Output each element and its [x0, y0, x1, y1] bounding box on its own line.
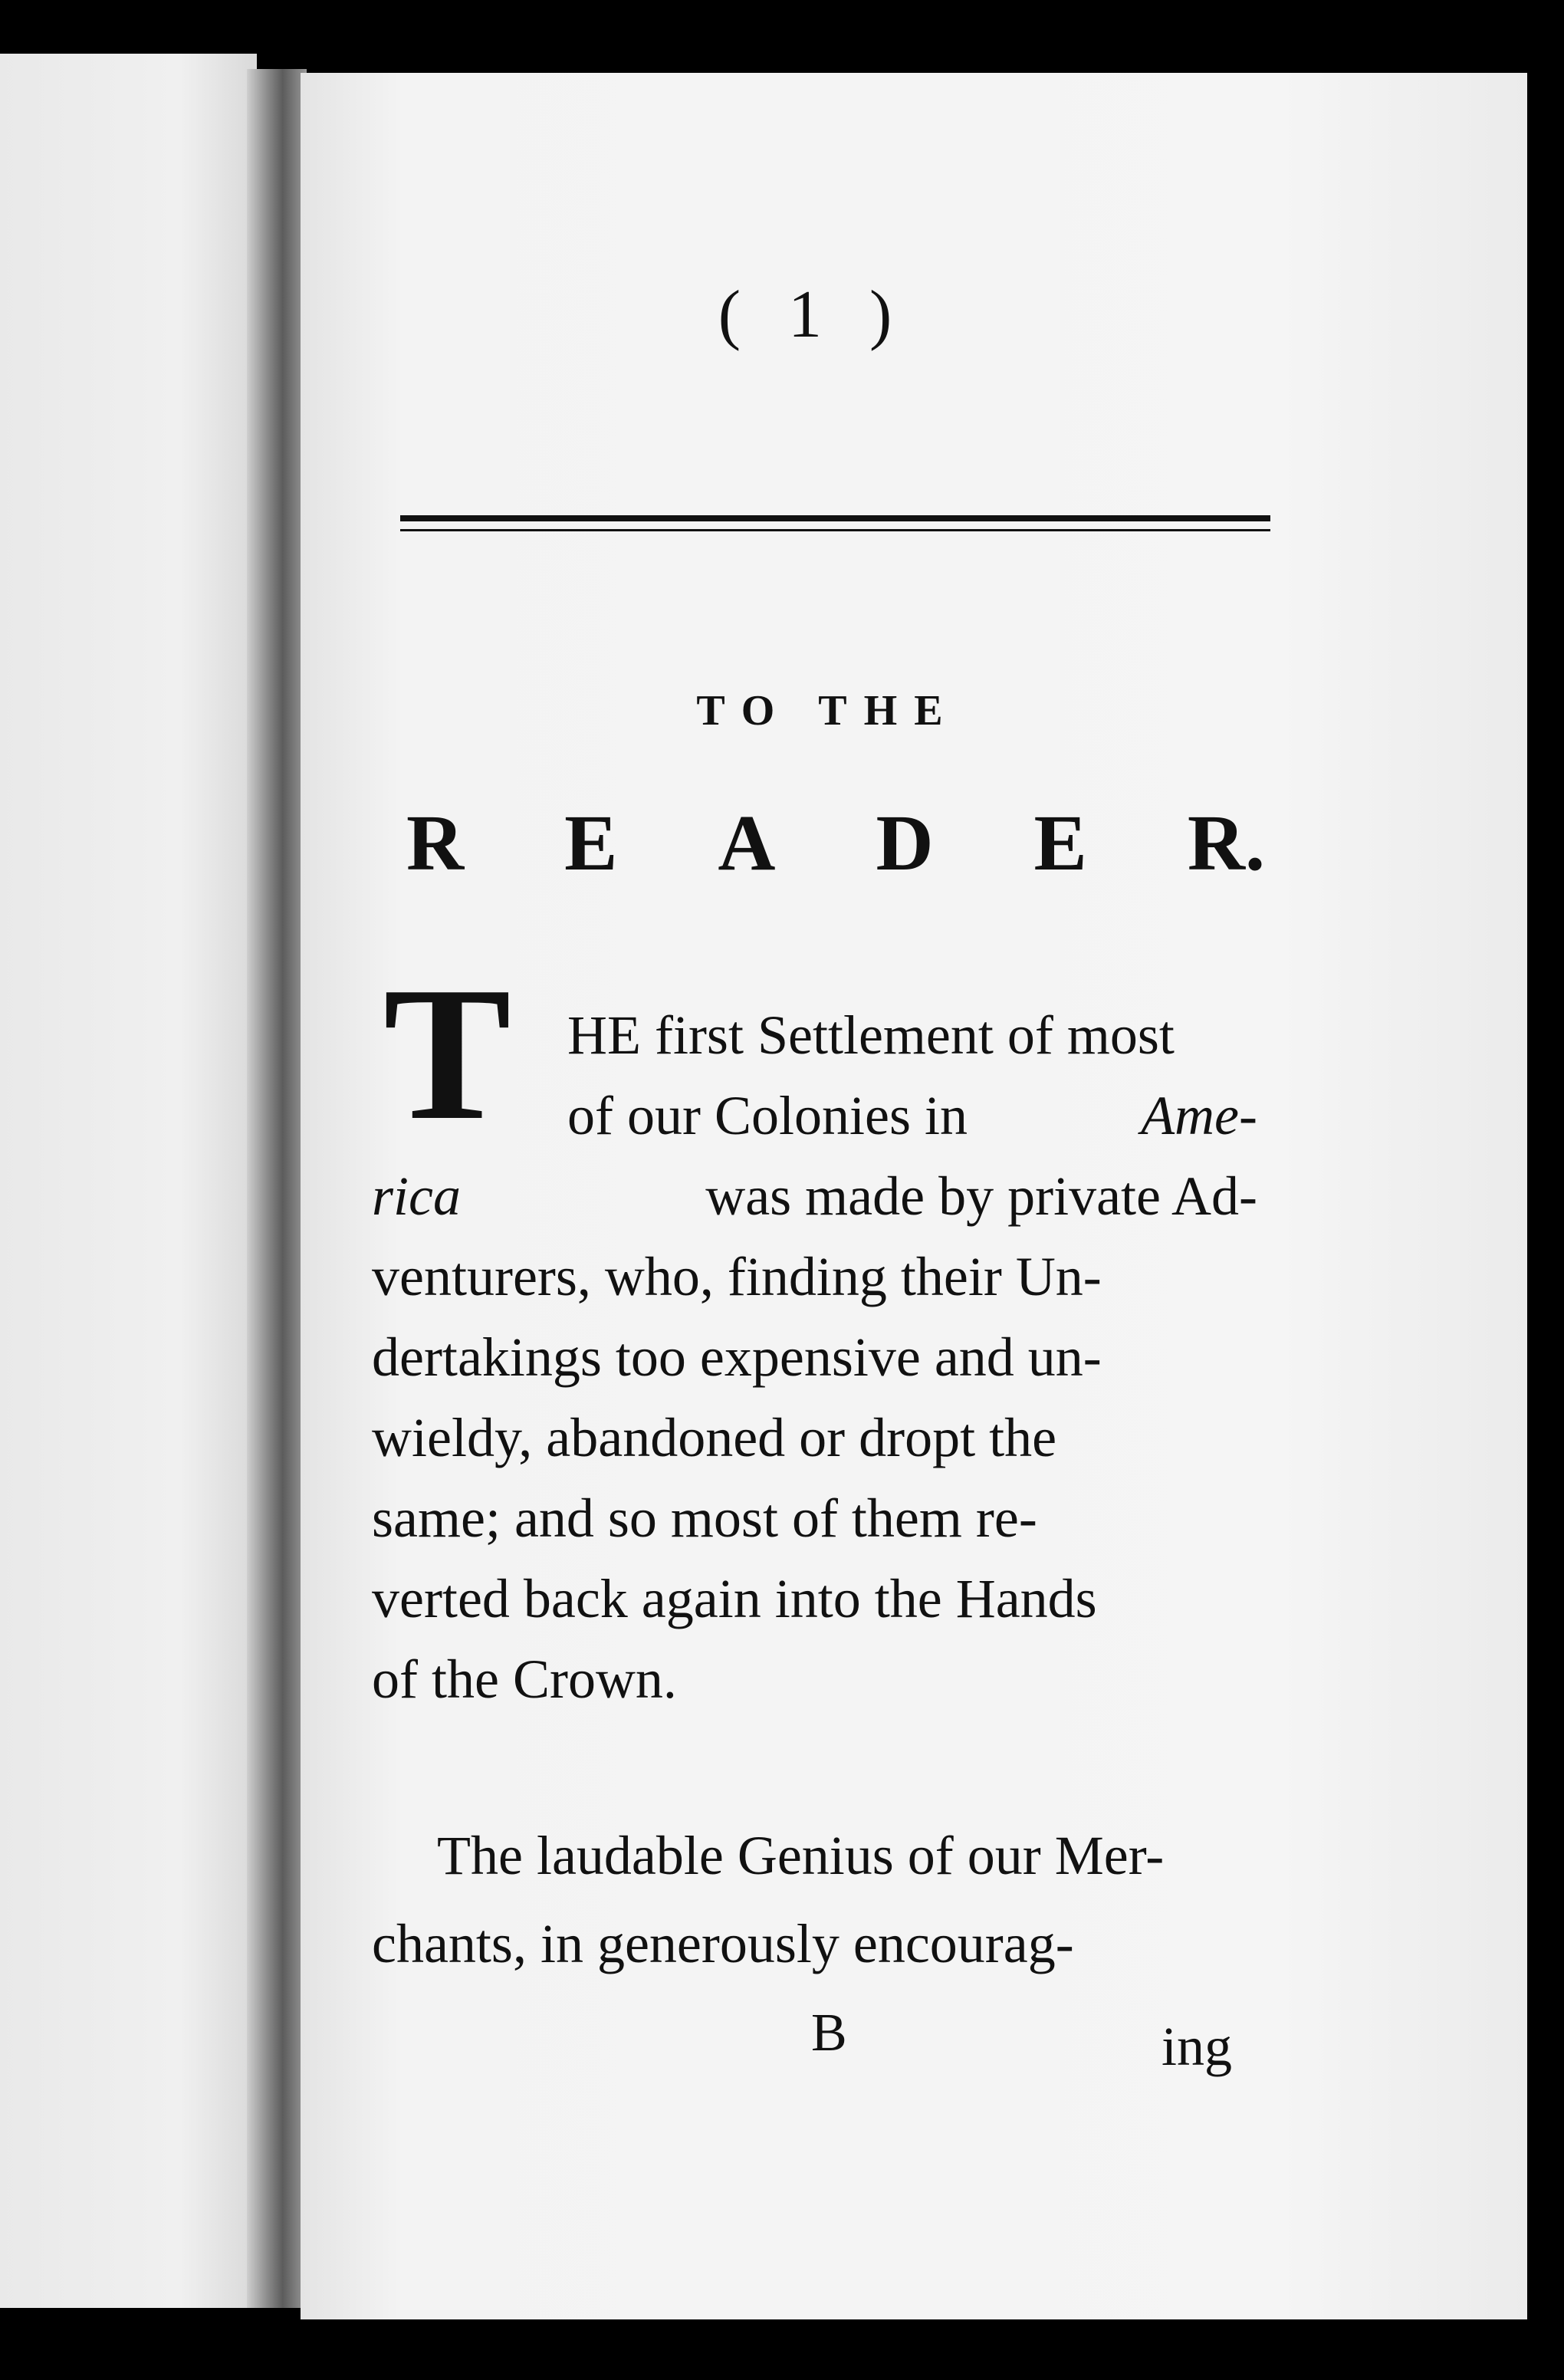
text-line: chants, in generously encourag-: [372, 1913, 1074, 1974]
heading-letter: E: [1033, 799, 1087, 887]
header-rule-thin: [400, 529, 1270, 531]
heading-letter: E: [564, 799, 618, 887]
heading-letter: R.: [1187, 799, 1265, 887]
text-line: HE first Settlement of most: [567, 1004, 1175, 1066]
text-line: of our Colonies in Ame-: [567, 1085, 1257, 1146]
signature-mark: B: [811, 2004, 847, 2063]
text-line: wieldy, abandoned or dropt the: [372, 1407, 1057, 1468]
drop-cap: T: [383, 948, 511, 1160]
text-line: verted back again into the Hands: [372, 1568, 1097, 1629]
text-line: of the Crown.: [372, 1649, 677, 1710]
catchword: ing: [1162, 2016, 1233, 2077]
heading-letter: R: [406, 799, 465, 887]
text-line: rica was made by private Ad-: [372, 1165, 1257, 1227]
book-spine: [247, 69, 307, 2308]
text-line: dertakings too expensive and un-: [372, 1326, 1102, 1388]
text-line: The laudable Genius of our Mer-: [437, 1825, 1165, 1886]
left-page: [0, 54, 257, 2308]
header-rule-thick: [400, 515, 1270, 521]
text-line: venturers, who, finding their Un-: [372, 1246, 1102, 1307]
text-line: same; and so most of them re-: [372, 1488, 1037, 1549]
heading-large: [406, 797, 1265, 889]
heading-letter: A: [718, 799, 776, 887]
page-number: ( 1 ): [718, 278, 908, 352]
heading-small: TO THE: [696, 687, 960, 735]
heading-letter: D: [876, 799, 934, 887]
